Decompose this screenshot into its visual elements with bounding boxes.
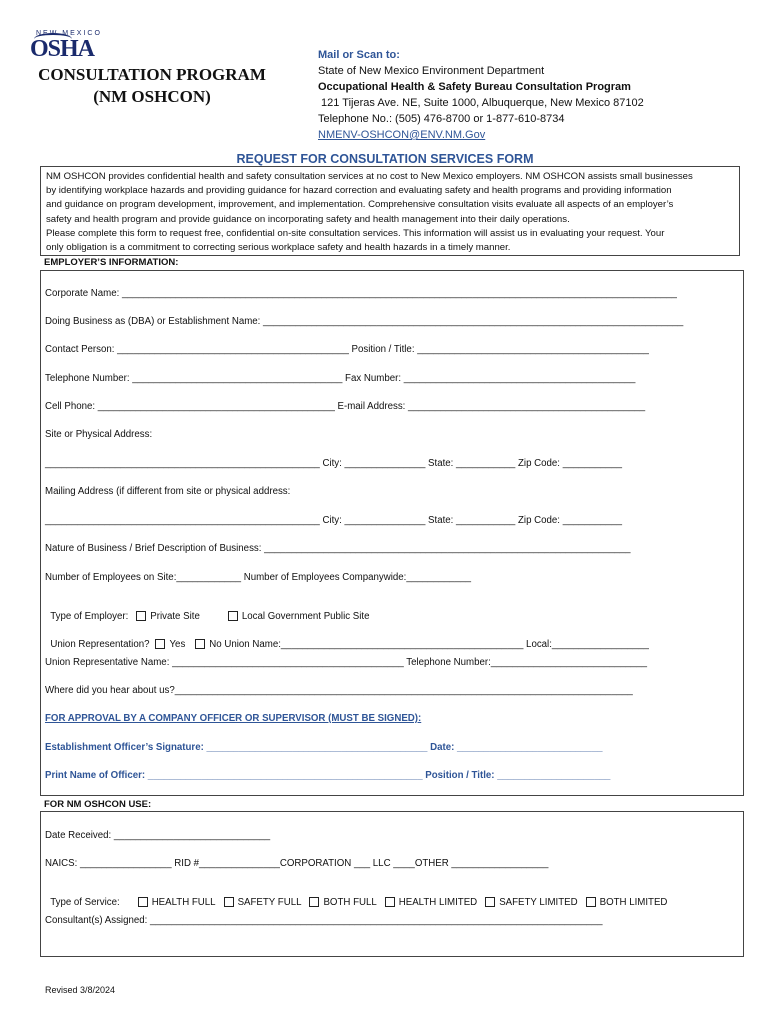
address-line-1: State of New Mexico Environment Department [318, 65, 545, 77]
service-option-label: HEALTH LIMITED [398, 897, 478, 908]
osha-logo: OSHA [30, 36, 95, 62]
intro-line: Please complete this form to request free, confidential on-site consultation services. This information will assist us in evaluating your request. Your [46, 227, 665, 239]
contact-person-field[interactable]: Contact Person: ___________________________________________ Position / Title: ___________________________________________ [45, 344, 649, 355]
service-option-label: BOTH LIMITED [599, 897, 668, 908]
safety-limited-checkbox[interactable] [485, 897, 495, 907]
employer-type-label: Type of Employer: [50, 611, 129, 622]
cell-phone-field[interactable]: Cell Phone: ____________________________________________ E-mail Address: ____________________________________________ [45, 401, 646, 412]
approval-heading: FOR APPROVAL BY A COMPANY OFFICER OR SUPERVISOR (MUST BE SIGNED): [45, 713, 422, 724]
program-title: CONSULTATION PROGRAM [38, 65, 266, 84]
officer-name-field[interactable]: Print Name of Officer: ___________________________________________________ Position / Title: _____________________ [45, 770, 611, 781]
service-option-label: BOTH FULL [323, 897, 377, 908]
health-full-checkbox[interactable] [138, 897, 148, 907]
union-yes-label: Yes [169, 639, 186, 650]
private-site-label: Private Site [150, 611, 200, 622]
service-option-label: SAFETY FULL [237, 897, 302, 908]
service-type-row [45, 886, 667, 908]
union-name-field[interactable]: Union Name:_____________________________________________ Local:__________________ [221, 639, 649, 650]
email-link[interactable]: NMENV-OSHCON@ENV.NM.Gov [318, 129, 486, 141]
both-limited-checkbox[interactable] [586, 897, 596, 907]
officer-signature-field[interactable]: Establishment Officer’s Signature: _________________________________________ Date: ___________________________ [45, 742, 603, 753]
employee-count-field[interactable]: Number of Employees on Site:____________ Number of Employees Companywide:____________ [45, 572, 471, 583]
service-type-label: Type of Service: [50, 897, 120, 908]
mailing-address-label: Mailing Address (if different from site or physical address: [45, 486, 291, 497]
program-subtitle: (NM OSHCON) [93, 87, 211, 106]
union-row [45, 628, 649, 650]
private-site-checkbox[interactable] [136, 611, 146, 621]
service-option-label: HEALTH FULL [151, 897, 216, 908]
date-received-field[interactable]: Date Received: _____________________________ [45, 830, 271, 841]
corporate-name-field[interactable]: Corporate Name: _______________________________________________________________________________________________________ [45, 288, 677, 299]
site-address-label: Site or Physical Address: [45, 429, 153, 440]
union-no-checkbox[interactable] [195, 639, 205, 649]
mailing-address-field[interactable]: ___________________________________________________ City: _______________ State: ___________ Zip Code: ___________ [45, 515, 622, 526]
public-site-label: Local Government Public Site [241, 611, 370, 622]
intro-line: by identifying workplace hazards and providing guidance for hazard correction and evaluating safety and health programs and providing information [46, 185, 672, 197]
employer-section-label: EMPLOYER’S INFORMATION: [44, 257, 179, 268]
intro-line: safety and health program and provide guidance on incorporating safety and health management into their daily operations. [46, 213, 570, 225]
nature-of-business-field[interactable]: Nature of Business / Brief Description of Business: ____________________________________________________________________ [45, 543, 631, 554]
union-yes-checkbox[interactable] [155, 639, 165, 649]
health-limited-checkbox[interactable] [385, 897, 395, 907]
telephone-line: Telephone No.: (505) 476-8700 or 1-877-610-8734 [318, 113, 565, 125]
hear-about-field[interactable]: Where did you hear about us?_____________________________________________________________________________________ [45, 685, 633, 696]
dba-field[interactable]: Doing Business as (DBA) or Establishment Name: ______________________________________________________________________________ [45, 316, 684, 327]
mail-heading: Mail or Scan to: [318, 49, 400, 61]
public-site-checkbox[interactable] [228, 611, 238, 621]
union-label: Union Representation? [50, 639, 150, 650]
union-no-label: No [209, 639, 222, 650]
logo-state-text: NEW MEXICO [36, 30, 102, 37]
both-full-checkbox[interactable] [309, 897, 319, 907]
office-use-label: FOR NM OSHCON USE: [44, 799, 152, 810]
form-title: REQUEST FOR CONSULTATION SERVICES FORM [236, 152, 534, 166]
site-address-field[interactable]: ___________________________________________________ City: _______________ State: ___________ Zip Code: ___________ [45, 458, 622, 469]
safety-full-checkbox[interactable] [224, 897, 234, 907]
employer-type-row [45, 600, 369, 622]
naics-field[interactable]: NAICS: _________________ RID #_______________CORPORATION ___ LLC ____OTHER __________________ [45, 858, 549, 869]
address-line-3: 121 Tijeras Ave. NE, Suite 1000, Albuquerque, New Mexico 87102 [318, 97, 644, 109]
address-line-2: Occupational Health & Safety Bureau Consultation Program [318, 81, 631, 93]
telephone-field[interactable]: Telephone Number: _______________________________________ Fax Number: ___________________________________________ [45, 373, 636, 384]
service-option-label: SAFETY LIMITED [499, 897, 578, 908]
intro-line: and guidance on program development, improvement, and implementation. Comprehensive consultation visits evaluate all aspects of an employer’s [46, 199, 674, 211]
revision-date: Revised 3/8/2024 [45, 985, 116, 995]
intro-box [40, 166, 740, 256]
union-rep-field[interactable]: Union Representative Name: ___________________________________________ Telephone Number:_____________________________ [45, 657, 648, 668]
intro-line: only obligation is a commitment to correcting serious workplace safety and health hazards in a timely manner. [46, 242, 511, 254]
consultant-field[interactable]: Consultant(s) Assigned: ____________________________________________________________________________________ [45, 915, 603, 926]
intro-line: NM OSHCON provides confidential health and safety consultation services at no cost to New Mexico employers. NM OSHCON assists small businesses [46, 171, 693, 182]
